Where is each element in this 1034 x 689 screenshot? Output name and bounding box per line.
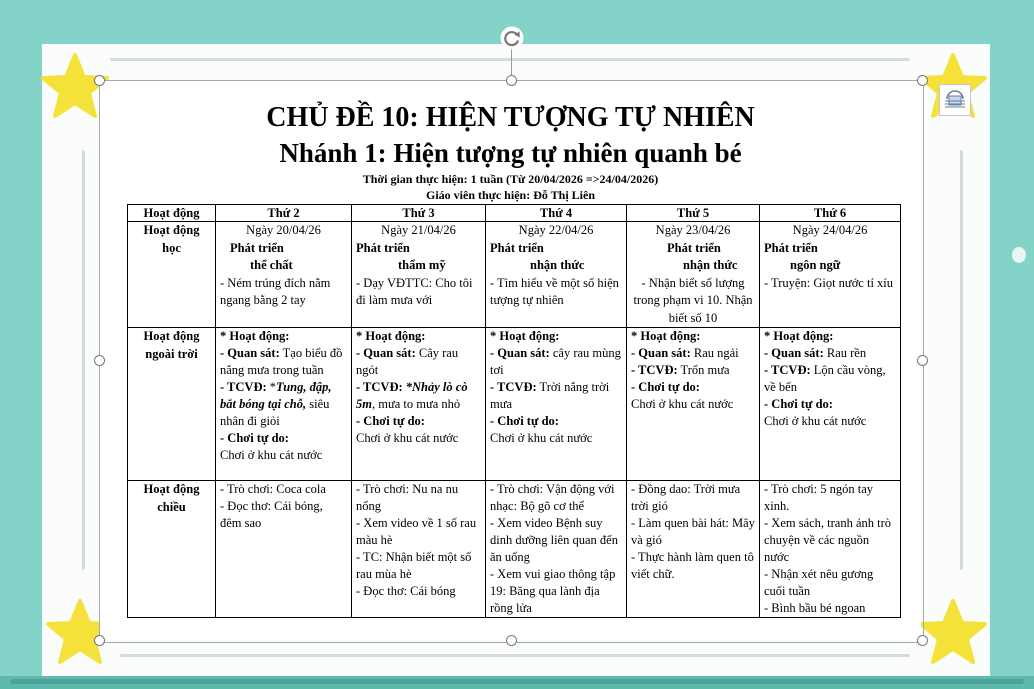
- activity-text: - Xem video Bệnh suy dinh dưỡng liên quan đến ăn uống: [490, 516, 618, 564]
- rotate-icon[interactable]: [500, 26, 524, 50]
- time-info: Thời gian thực hiện: 1 tuần (Từ 20/04/2026 =>24/04/2026): [362, 172, 659, 186]
- value: Tung, đập, bắt bóng tại chỗ,: [220, 380, 332, 411]
- value: cây rau mùng tơi: [490, 346, 621, 377]
- label: - Quan sát:: [220, 346, 280, 360]
- label: - TCVĐ:: [220, 380, 267, 394]
- activity-text: [490, 345, 622, 379]
- date-label: Ngày 23/04/26: [655, 223, 731, 237]
- activity-text: - Xem vui giao thông tập 19: Băng qua lành địa rồng lửa: [490, 567, 616, 615]
- side-dot: [1012, 247, 1026, 263]
- activity-text: - Đọc thơ: Cái bóng: [356, 584, 456, 598]
- decorative-line-left: [82, 150, 85, 570]
- activity-text: [356, 379, 481, 413]
- value: Lộn cầu vòng, về bến: [764, 363, 886, 394]
- activity-text: - TC: Nhận biết một số rau mùa hè: [356, 550, 472, 581]
- row-label-line: học: [162, 240, 181, 255]
- page-subtitle: Nhánh 1: Hiện tượng tự nhiên quanh bé: [279, 138, 742, 168]
- date-label: Ngày 22/04/26: [518, 223, 594, 237]
- date-label: Ngày 24/04/26: [792, 223, 868, 237]
- area-label: nhận thức: [683, 258, 738, 272]
- header-cell: Thứ 3: [352, 205, 486, 222]
- label: - Chơi tự do:: [764, 397, 833, 411]
- area-label: Phát triển: [356, 240, 410, 255]
- row-label-line: Hoạt động: [143, 482, 200, 496]
- date-label: Ngày 21/04/26: [381, 223, 456, 237]
- activity-text: Chơi ở khu cát nước: [220, 448, 323, 462]
- header-cell: Thứ 6: [760, 205, 901, 222]
- row-label-line: Hoạt động: [143, 329, 200, 343]
- value: Tạo biểu đồ nắng mưa trong tuần: [220, 346, 343, 377]
- resize-handle-left[interactable]: [94, 355, 105, 366]
- star-icon: [918, 598, 988, 668]
- table-cell: [760, 222, 901, 328]
- header-cell: Hoạt động: [128, 205, 216, 222]
- activity-text: - Trò chơi: Vận động với nhạc: Bộ gõ cơ thể: [490, 482, 615, 513]
- table-header-row: [128, 205, 901, 222]
- label: - TCVĐ:: [490, 380, 537, 394]
- document-page[interactable]: [100, 81, 921, 640]
- area-label: Phát triển: [230, 240, 284, 255]
- label: - TCVĐ:: [631, 363, 678, 377]
- activity-text: - Truyện: Giọt nước tí xíu: [764, 275, 894, 290]
- activity-text: - Làm quen bài hát: Mây và gió: [631, 516, 755, 547]
- label: - Quan sát:: [764, 346, 824, 360]
- layout-options-button[interactable]: [939, 84, 971, 116]
- date-label: Ngày 20/04/26: [246, 223, 321, 237]
- table-cell: [486, 222, 627, 328]
- activity-text: Chơi ở khu cát nước: [631, 397, 734, 411]
- area-label: nhận thức: [530, 258, 585, 272]
- section-heading: * Hoạt động:: [220, 329, 290, 343]
- value: *: [266, 380, 277, 394]
- row-label-line: chiều: [157, 499, 186, 514]
- activity-text: [631, 362, 755, 379]
- header-cell: Thứ 2: [216, 205, 352, 222]
- value: Rau rền: [823, 346, 867, 360]
- activity-text: [631, 345, 755, 362]
- activity-text: [490, 379, 622, 413]
- value: Cây rau ngót: [356, 346, 459, 377]
- decorative-line-bottom: [120, 654, 910, 657]
- section-heading: * Hoạt động:: [356, 329, 426, 343]
- bottom-line: [10, 679, 1024, 684]
- row-label: [128, 328, 216, 481]
- table-row: [128, 328, 901, 481]
- activity-text: Chơi ở khu cát nước: [764, 414, 867, 428]
- table-cell: [627, 328, 760, 481]
- label: - TCVĐ:: [764, 363, 811, 377]
- activity-text: - Đồng dao: Trời mưa trời gió: [631, 482, 741, 513]
- area-label: Phát triển: [764, 240, 818, 255]
- activity-text: [764, 345, 896, 362]
- activity-text: - Xem sách, tranh ảnh trò chuyện về các nguồn nước: [764, 516, 892, 564]
- activity-text: - Đọc thơ: Cái bóng, đêm sao: [220, 499, 323, 530]
- value: *Nhảy lò cò 5m: [356, 380, 468, 411]
- table-cell: [760, 328, 901, 481]
- decorative-line-top: [110, 58, 910, 61]
- label: - Quan sát:: [631, 346, 691, 360]
- activity-text: - Bình bầu bé ngoan: [764, 601, 866, 615]
- activity-text: - Dạy VĐTTC: Cho tôi đi làm mưa với: [356, 275, 473, 307]
- area-label: thể chất: [250, 258, 293, 272]
- resize-handle-top-left[interactable]: [94, 75, 105, 86]
- activity-text: - Trò chơi: Nu na nu nống: [356, 482, 459, 513]
- activity-text: - Thực hành làm quen tô viết chữ.: [631, 550, 754, 581]
- layout-options-icon: [940, 85, 970, 115]
- value: , mưa to mưa nhỏ: [371, 397, 461, 411]
- section-heading: * Hoạt động:: [490, 329, 560, 343]
- activity-text: - Trò chơi: 5 ngón tay xinh.: [764, 482, 874, 513]
- table-cell: [486, 328, 627, 481]
- area-label: ngôn ngữ: [790, 258, 841, 272]
- activity-text: Chơi ở khu cát nước: [356, 431, 459, 445]
- value: siêu nhân đi giỏi: [220, 397, 330, 428]
- activity-text: - Ném trúng đích nằm ngang bằng 2 tay: [220, 275, 331, 307]
- decorative-line-right: [960, 150, 963, 570]
- area-label: Phát triển: [490, 240, 544, 255]
- value: Rau ngải: [690, 346, 739, 360]
- table-cell: [352, 222, 486, 328]
- label: - Chơi tự do:: [631, 380, 700, 394]
- label: - TCVĐ:: [356, 380, 403, 394]
- table-cell: [216, 328, 352, 481]
- table-row: [128, 481, 901, 618]
- label: - Quan sát:: [356, 346, 416, 360]
- area-label: Phát triển: [667, 240, 721, 255]
- value: Trốn mưa: [677, 363, 730, 377]
- table-row: [128, 222, 901, 328]
- teacher-info: Giáo viên thực hiện: Đỗ Thị Liên: [425, 188, 595, 202]
- header-cell: Thứ 4: [486, 205, 627, 222]
- activity-text: - Nhận biết số lượng trong phạm vi 10. Nhận biết số 10: [633, 275, 753, 325]
- activity-text: [356, 345, 481, 379]
- label: - Chơi tự do:: [490, 414, 559, 428]
- resize-handle-bottom[interactable]: [506, 635, 517, 646]
- table-cell: [627, 222, 760, 328]
- table-cell: [352, 481, 486, 618]
- area-label: thẩm mỹ: [398, 258, 446, 272]
- activity-text: - Trò chơi: Coca cola: [220, 482, 326, 496]
- activity-text: [220, 379, 347, 430]
- weekly-plan-table: [127, 204, 901, 618]
- table-cell: [486, 481, 627, 618]
- row-label: [128, 481, 216, 618]
- header-cell: Thứ 5: [627, 205, 760, 222]
- label: - Chơi tự do:: [356, 414, 425, 428]
- label: - Chơi tự do:: [220, 431, 289, 445]
- table-cell: [216, 481, 352, 618]
- section-heading: * Hoạt động:: [764, 329, 834, 343]
- resize-handle-top[interactable]: [506, 75, 517, 86]
- label: - Quan sát:: [490, 346, 550, 360]
- activity-text: - Tìm hiểu về một số hiện tượng tự nhiên: [490, 275, 619, 307]
- resize-handle-bottom-right[interactable]: [917, 635, 928, 646]
- activity-text: - Nhận xét nêu gương cuối tuần: [764, 567, 874, 598]
- page-title: CHỦ ĐỀ 10: HIỆN TƯỢNG TỰ NHIÊN: [266, 102, 755, 133]
- table-cell: [352, 328, 486, 481]
- table-cell: [216, 222, 352, 328]
- row-label-line: Hoạt động: [143, 223, 200, 237]
- row-label-line: ngoài trời: [145, 346, 198, 361]
- activity-text: Chơi ở khu cát nước: [490, 431, 593, 445]
- activity-text: - Xem video về 1 số rau màu hè: [356, 516, 477, 547]
- resize-handle-top-right[interactable]: [917, 75, 928, 86]
- activity-text: [220, 345, 347, 379]
- table-cell: [760, 481, 901, 618]
- activity-text: [764, 362, 896, 396]
- value: Trời nắng trời mưa: [490, 380, 610, 411]
- section-heading: * Hoạt động:: [631, 329, 701, 343]
- table-cell: [627, 481, 760, 618]
- resize-handle-bottom-left[interactable]: [94, 635, 105, 646]
- row-label: [128, 222, 216, 328]
- resize-handle-right[interactable]: [917, 355, 928, 366]
